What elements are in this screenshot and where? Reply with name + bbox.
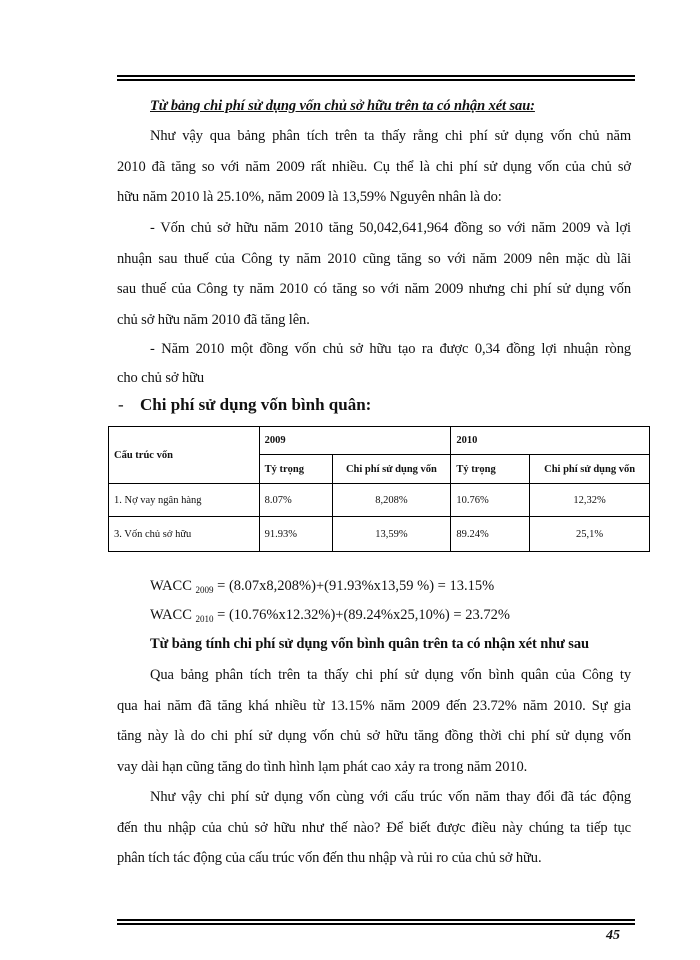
wacc-label: WACC bbox=[150, 607, 196, 623]
table-cell: 12,32% bbox=[530, 484, 650, 517]
heading-wacc-remark: Từ bảng tính chi phí sử dụng vốn bình quân trên ta có nhận xét như sau bbox=[150, 636, 589, 652]
table-cell: 10.76% bbox=[451, 484, 530, 517]
table-row bbox=[109, 517, 650, 552]
wacc-expression: = (10.76%x12.32%)+(89.24%x25,10%) = 23.72% bbox=[213, 607, 510, 623]
table-header-2010: 2010 bbox=[451, 427, 650, 455]
table-cell: 89.24% bbox=[451, 517, 530, 552]
wacc-2009-formula bbox=[150, 578, 494, 595]
paragraph-line: sau thuế của Công ty năm 2010 có tăng so với năm 2009 nhưng chi phí sử dụng vốn bbox=[117, 281, 631, 297]
heading-equity-remark: Từ bảng chi phí sử dụng vốn chủ sở hữu trên ta có nhận xét sau: bbox=[150, 98, 535, 114]
table-header-2009: 2009 bbox=[259, 427, 451, 455]
paragraph-line: phân tích tác động của cấu trúc vốn đến thu nhập và rủi ro của chủ sở hữu. bbox=[117, 850, 542, 866]
section-title: Chi phí sử dụng vốn bình quân: bbox=[140, 395, 372, 414]
paragraph-line: cho chủ sở hữu bbox=[117, 370, 205, 386]
paragraph-line: Như vậy chi phí sử dụng vốn cùng với cấu trúc vốn năm thay đổi đã tác động bbox=[150, 789, 631, 805]
wacc-2010-formula bbox=[150, 607, 510, 624]
table-cell: 8,208% bbox=[332, 484, 451, 517]
bullet-dash: - bbox=[118, 395, 124, 414]
table-cell: 13,59% bbox=[332, 517, 451, 552]
paragraph-line: đến thu nhập của chủ sở hữu như thế nào? Để biết được điều này chúng ta tiếp tục bbox=[117, 820, 631, 836]
table-header-row bbox=[109, 427, 650, 455]
paragraph-line: chủ sở hữu năm 2010 đã tăng lên. bbox=[117, 312, 310, 328]
table-cell: 8.07% bbox=[259, 484, 332, 517]
table-cell: 1. Nợ vay ngân hàng bbox=[109, 484, 260, 517]
table-subheader-cost: Chi phí sử dụng vốn bbox=[332, 455, 451, 484]
paragraph-line: Qua bảng phân tích trên ta thấy chi phí sử dụng vốn bình quân của Công ty bbox=[150, 667, 631, 683]
capital-cost-table bbox=[108, 426, 650, 552]
footer-rule bbox=[117, 919, 635, 925]
paragraph-line: tăng này là do chi phí sử dụng vốn chủ sở hữu tăng đồng thời chi phí sử dụng vốn bbox=[117, 728, 631, 744]
paragraph-line: nhuận sau thuế của Công ty năm 2010 cũng tăng so với năm 2009 nên mặc dù lãi bbox=[117, 251, 631, 267]
paragraph-line: vay dài hạn cũng tăng do tình hình lạm phát cao xảy ra trong năm 2010. bbox=[117, 759, 528, 775]
page-number: 45 bbox=[606, 928, 620, 943]
table-row bbox=[109, 484, 650, 517]
table-cell: 25,1% bbox=[530, 517, 650, 552]
table-cell: 91.93% bbox=[259, 517, 332, 552]
wacc-label: WACC bbox=[150, 578, 196, 594]
paragraph-line: Như vậy qua bảng phân tích trên ta thấy rằng chi phí sử dụng vốn chủ năm bbox=[150, 128, 631, 144]
table-subheader-weight: Tỷ trọng bbox=[259, 455, 332, 484]
table-subheader-cost: Chi phí sử dụng vốn bbox=[530, 455, 650, 484]
section-heading-wacc bbox=[118, 395, 371, 415]
wacc-year: 2009 bbox=[195, 585, 214, 595]
paragraph-line: qua hai năm đã tăng khá nhiều từ 13.15% năm 2009 đến 23.72% năm 2010. Sự gia bbox=[117, 698, 631, 714]
table-header-structure: Cấu trúc vốn bbox=[109, 427, 260, 484]
table-subheader-weight: Tỷ trọng bbox=[451, 455, 530, 484]
paragraph-line: hữu năm 2010 là 25.10%, năm 2009 là 13,59% Nguyên nhân là do: bbox=[117, 189, 502, 205]
header-rule bbox=[117, 75, 635, 81]
paragraph-line: - Vốn chủ sở hữu năm 2010 tăng 50,042,641,964 đồng so với năm 2009 và lợi bbox=[150, 220, 631, 236]
paragraph-line: - Năm 2010 một đồng vốn chủ sở hữu tạo ra được 0,34 đồng lợi nhuận ròng bbox=[150, 341, 631, 357]
wacc-year: 2010 bbox=[195, 614, 214, 624]
wacc-expression: = (8.07x8,208%)+(91.93%x13,59 %) = 13.15% bbox=[213, 578, 495, 594]
paragraph-line: 2010 đã tăng so với năm 2009 rất nhiều. Cụ thể là chi phí sử dụng vốn của chủ sở bbox=[117, 159, 631, 175]
table-cell: 3. Vốn chủ sở hữu bbox=[109, 517, 260, 552]
